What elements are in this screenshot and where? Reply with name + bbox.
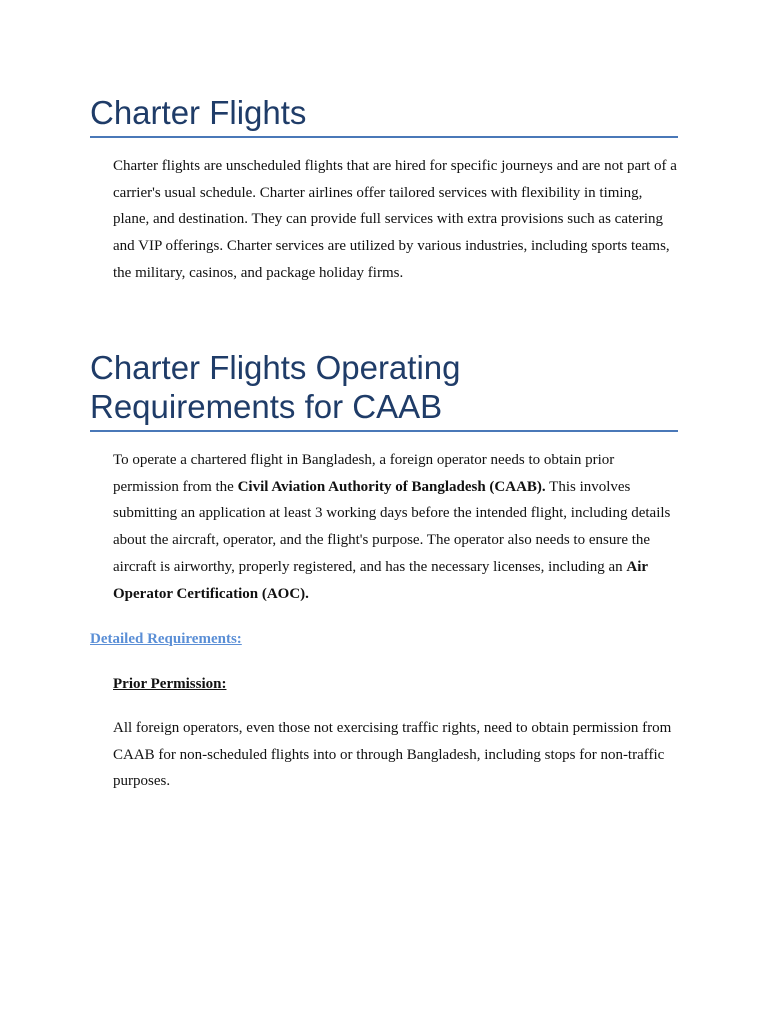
prior-permission-paragraph: All foreign operators, even those not exercising traffic rights, need to obtain permission from CAAB for non-scheduled flights into or through Bangladesh, including stops for non-traffic purposes.	[113, 720, 672, 790]
section-title-line-1: Charter Flights Operating	[90, 349, 461, 386]
charter-flights-paragraph: Charter flights are unscheduled flights that are hired for specific journeys and are not part of a carrier's usual schedule. Charter airlines offer tailored services with flexibility in timing, plane, and destination. They can provide full services with extra provisions such as catering and VIP offerings. Charter services are utilized by various industries, including sports teams, the military, casinos, and package holiday firms.	[113, 158, 677, 281]
section-title-charter-flights: Charter Flights	[90, 94, 307, 131]
section-title-operating-requirements	[90, 348, 678, 426]
prior-permission-heading: Prior Permission:	[113, 676, 227, 692]
caab-bold-text: Civil Aviation Authority of Bangladesh (CAAB).	[237, 478, 546, 495]
detailed-requirements-heading: Detailed Requirements:	[90, 631, 242, 647]
paragraph-text: This involves submitting an application at least 3 working days before the intended flight, including details about the aircraft, operator, and the flight's purpose. The operator also needs to ensure the aircraft is airworthy, properly registered, and has the necessary licenses, including an	[113, 478, 671, 575]
title-underline-rule	[90, 430, 678, 432]
title-underline-rule	[90, 136, 678, 138]
aoc-bold-text: Air Operator Certification (AOC).	[113, 558, 648, 602]
paragraph-text: To operate a chartered flight in Bangladesh, a foreign operator needs to obtain prior permission from the	[113, 452, 615, 495]
section-title-line-2: Requirements for CAAB	[90, 388, 443, 425]
requirements-paragraph	[113, 447, 678, 607]
